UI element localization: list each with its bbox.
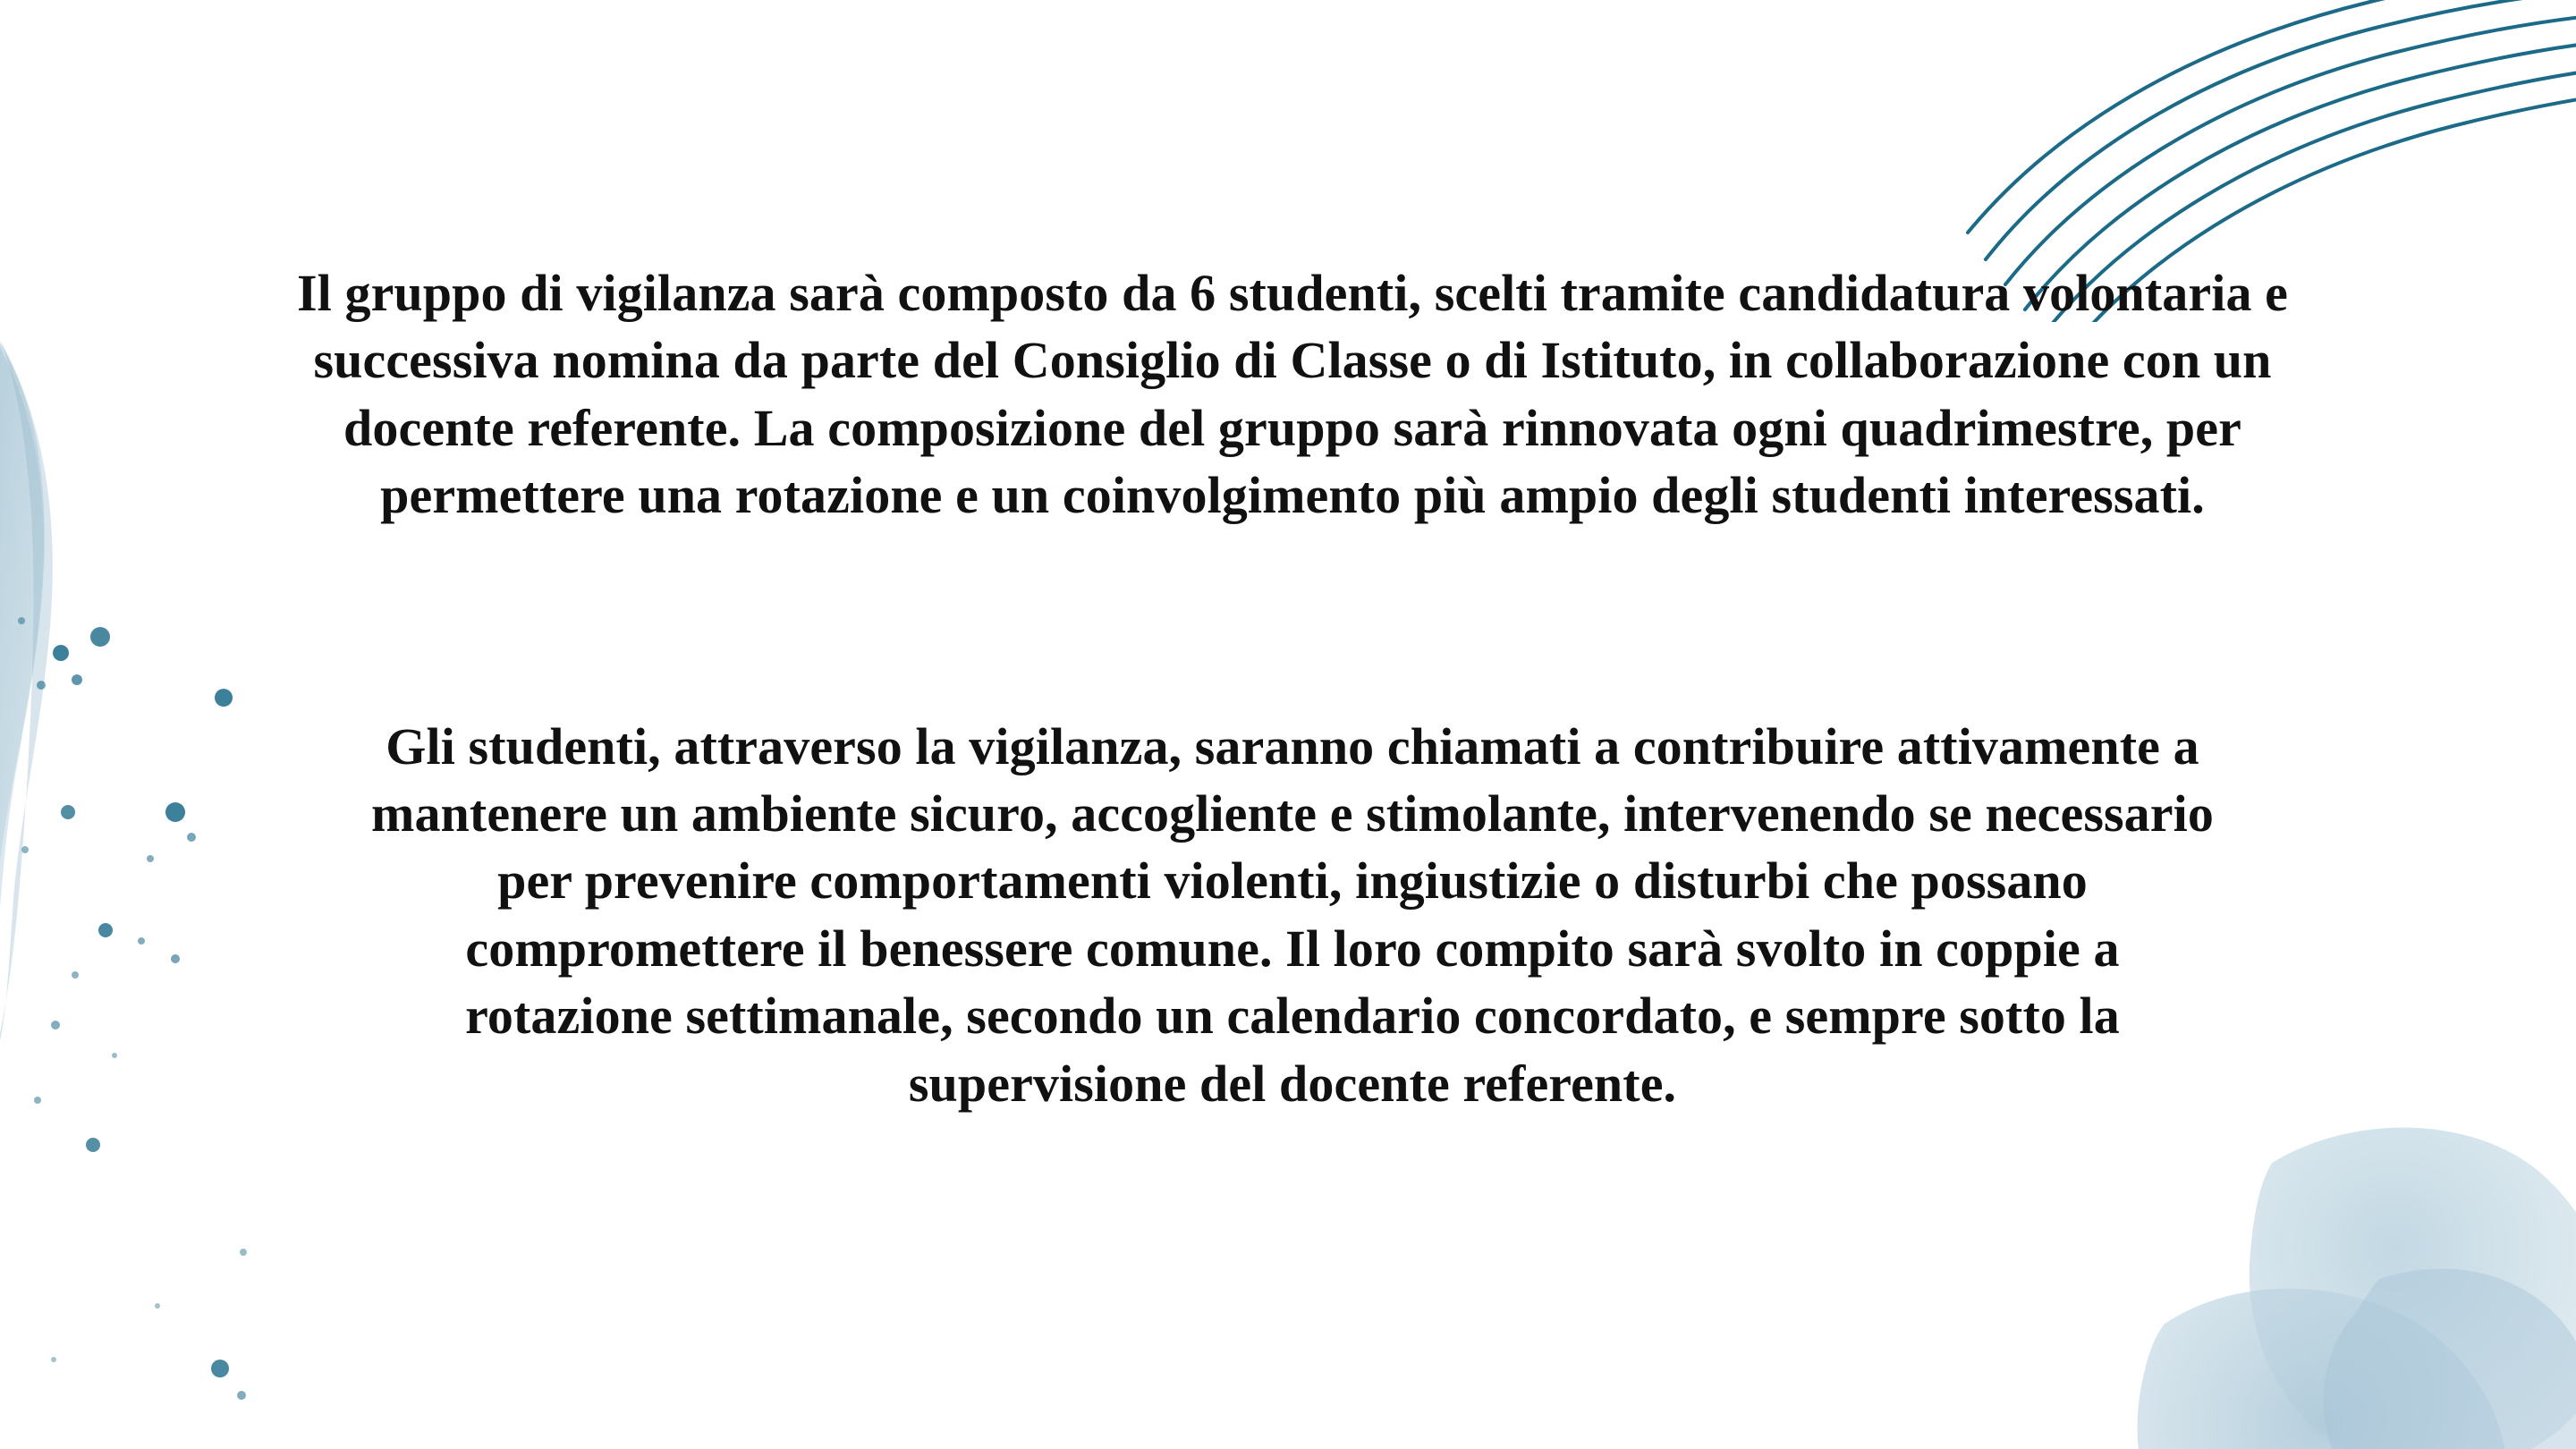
slide-body (295, 259, 2290, 1117)
paragraph-1: Il gruppo di vigilanza sarà composto da 6 studenti, scelti tramite candidatura volontaria e successiva nomina da parte del Consiglio di Classe o di Istituto, in collaborazione con un docente referente. La composizione del gruppo sarà rinnovata ogni quadrimestre, per permettere una rotazione e un coinvolgimento più ampio degli studenti interessati. (297, 264, 2288, 525)
paragraph-2: Gli studenti, attraverso la vigilanza, saranno chiamati a contribuire attivamente a mantenere un ambiente sicuro, accogliente e stimolante, intervenendo se necessario per prevenire comportamenti violenti, ingiustizie o disturbi che possano compromettere il benessere comune. Il loro compito sarà svolto in coppie a rotazione settimanale, secondo un calendario concordato, e sempre sotto la supervisione del docente referente. (371, 716, 2214, 1113)
watercolor-brush-icon (0, 233, 268, 1172)
